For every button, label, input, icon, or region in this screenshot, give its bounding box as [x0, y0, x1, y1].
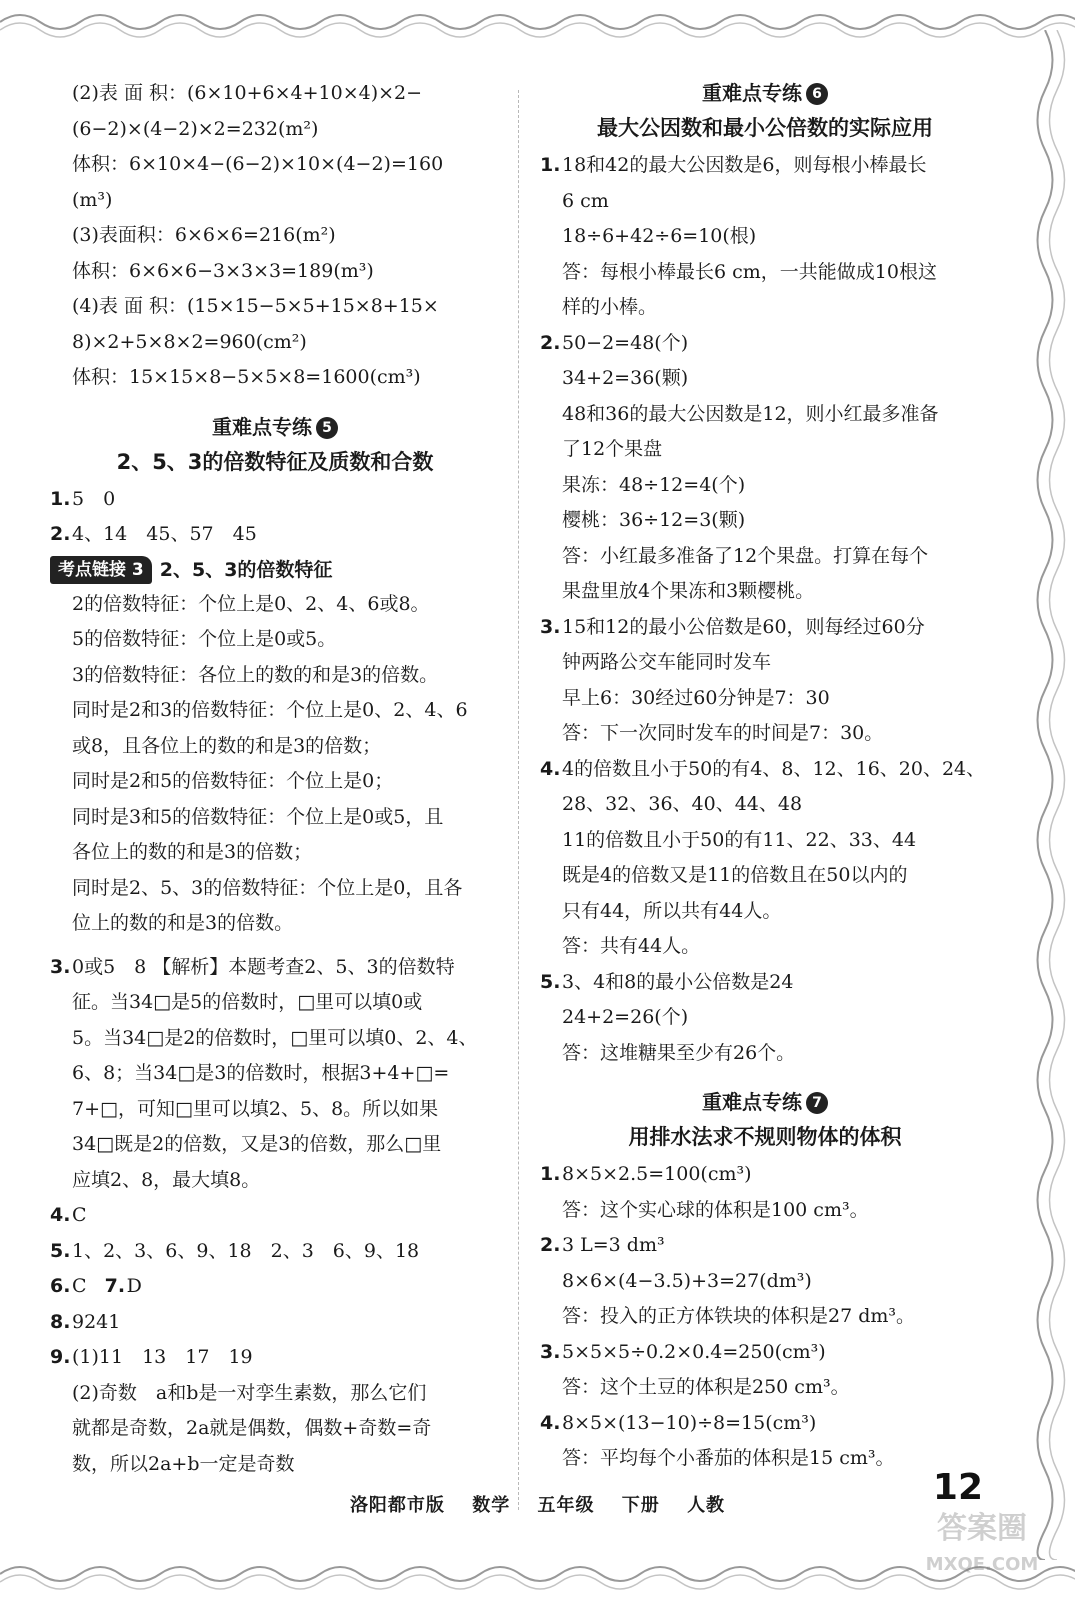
answer-line: 8)×2+5×8×2=960(cm²) — [72, 330, 307, 353]
text-line: 钟两路公交车能同时发车 — [562, 651, 772, 673]
text-line: 位上的数的和是3的倍数。 — [72, 912, 294, 934]
answer-item: 2.4、14 45、57 45 — [50, 523, 257, 545]
text-line: 2的倍数特征：个位上是0、2、4、6或8。 — [72, 592, 430, 615]
watermark-logo — [907, 1500, 1057, 1580]
answer-item: 4.4的倍数且小于50的有4、8、12、16、20、24、 — [540, 757, 986, 780]
text-line: 果盘里放4个果冻和3颗樱桃。 — [562, 580, 815, 602]
previous-answers — [50, 76, 500, 396]
section-7-subtitle: 用排水法求不规则物体的体积 — [628, 1125, 902, 1149]
text-line: 答：这个土豆的体积是250 cm³。 — [562, 1376, 850, 1398]
text-line: 樱桃：36÷12=3(颗) — [562, 509, 746, 531]
text-line: 24+2=26(个) — [562, 1006, 689, 1028]
text-line: 11的倍数且小于50的有11、22、33、44 — [562, 828, 917, 851]
text-line: 答：每根小棒最长6 cm，一共能做成10根这 — [562, 260, 937, 283]
text-line: 答：平均每个小番茄的体积是15 cm³。 — [562, 1447, 895, 1469]
text-line: 5。当34□是2的倍数时，□里可以填0、2、4、 — [72, 1026, 478, 1049]
knowledge-link-badge: 考点链接 3 — [50, 556, 152, 584]
text-line: 同时是2、5、3的倍数特征：个位上是0，且各 — [72, 876, 463, 899]
answer-item: 2.50−2=48(个) — [540, 331, 689, 354]
section-badge: 6 — [806, 83, 828, 105]
text-line: 18÷6+42÷6=10(根) — [562, 225, 757, 247]
footer-volume: 下册 — [621, 1495, 660, 1516]
footer-subject: 数学 — [472, 1495, 511, 1516]
footer-edition: 洛阳都市版 — [349, 1495, 445, 1516]
footer-grade: 五年级 — [537, 1495, 595, 1516]
text-line: 各位上的数的和是3的倍数； — [72, 841, 313, 863]
answer-line: (3)表面积：6×6×6=216(m²) — [72, 224, 336, 246]
section-badge: 5 — [316, 417, 338, 439]
text-line: 征。当34□是5的倍数时，□里可以填0或 — [72, 991, 423, 1013]
answer-line: (2)表 面 积：(6×10+6×4+10×4)×2− — [72, 82, 423, 104]
answer-item: 1.18和42的最大公因数是6，则每根小棒最长 — [540, 154, 927, 176]
text-line: 就都是奇数，2a就是偶数，偶数+奇数=奇 — [72, 1417, 432, 1439]
knowledge-link — [50, 553, 500, 587]
knowledge-link-body — [50, 587, 500, 942]
section-5-subtitle: 2、5、3的倍数特征及质数和合数 — [116, 449, 434, 474]
section-5-heading: 重难点专练 5 — [50, 410, 500, 444]
section-6-subtitle: 最大公因数和最小公倍数的实际应用 — [597, 116, 933, 140]
footer-publisher: 人教 — [687, 1495, 726, 1516]
decorative-top-border — [0, 0, 1075, 40]
answer-line: (6−2)×(4−2)×2=232(m²) — [72, 117, 319, 140]
answer-item: 3.0或5 8 【解析】本题考查2、5、3的倍数特 — [50, 955, 455, 978]
text-line: 早上6：30经过60分钟是7：30 — [562, 686, 830, 709]
answer-item: 8.9241 — [50, 1310, 121, 1333]
answer-item: 2.3 L=3 dm³ — [540, 1234, 665, 1256]
watermark-text-2: MXQE.COM — [925, 1554, 1039, 1575]
text-line: 答：这堆糖果至少有26个。 — [562, 1041, 796, 1064]
text-line: 答：共有44人。 — [562, 935, 701, 957]
answer-item: 3.15和12的最小公倍数是60，则每经过60分 — [540, 615, 925, 638]
answer-item: 1.8×5×2.5=100(cm³) — [540, 1163, 752, 1185]
text-line: 应填2、8，最大填8。 — [72, 1168, 261, 1191]
section-6-heading: 重难点专练 6 — [540, 76, 990, 110]
answer-line: 体积：6×10×4−(6−2)×10×(4−2)=160 — [72, 153, 444, 175]
text-line: 5的倍数特征：个位上是0或5。 — [72, 628, 337, 650]
text-line: 或8，且各位上的数的和是3的倍数； — [72, 734, 382, 757]
text-line: 只有44，所以共有44人。 — [562, 899, 782, 922]
knowledge-link-title: 2、5、3的倍数特征 — [159, 558, 333, 581]
answer-item: 5.1、2、3、6、9、18 2、3 6、9、18 — [50, 1239, 420, 1262]
text-line: 同时是3和5的倍数特征：个位上是0或5，且 — [72, 805, 444, 828]
text-line: 6、8；当34□是3的倍数时，根据3+4+□= — [72, 1062, 450, 1084]
decorative-right-border — [1005, 30, 1075, 1560]
section-7-heading: 重难点专练 7 — [540, 1085, 990, 1119]
answer-item: 5.3、4和8的最小公倍数是24 — [540, 970, 794, 993]
answer-item: 1.5 0 — [50, 487, 116, 510]
answer-line: 体积：15×15×8−5×5×8=1600(cm³) — [72, 366, 421, 388]
text-line: 答：投入的正方体铁块的体积是27 dm³。 — [562, 1305, 916, 1327]
section-badge: 7 — [806, 1092, 828, 1114]
text-line: 34+2=36(颗) — [562, 367, 689, 389]
text-line: 数，所以2a+b一定是奇数 — [72, 1452, 295, 1475]
text-line: (2)奇数 a和b是一对孪生素数，那么它们 — [72, 1381, 427, 1404]
text-line: 6 cm — [562, 189, 609, 212]
text-line: 48和36的最大公因数是12，则小红最多准备 — [562, 402, 939, 425]
right-column — [540, 76, 990, 1477]
text-line: 同时是2和5的倍数特征：个位上是0； — [72, 770, 394, 792]
answer-line: (4)表 面 积：(15×15−5×5+15×8+15× — [72, 295, 439, 317]
text-line: 7+□，可知□里可以填2、5、8。所以如果 — [72, 1097, 439, 1120]
left-column — [50, 76, 500, 1482]
column-divider — [518, 90, 519, 1510]
text-line: 答：这个实心球的体积是100 cm³。 — [562, 1198, 869, 1221]
answer-line: 体积：6×6×6−3×3×3=189(m³) — [72, 259, 374, 282]
text-line: 答：小红最多准备了12个果盘。打算在每个 — [562, 544, 929, 567]
text-line: 果冻：48÷12=4(个) — [562, 473, 746, 496]
text-line: 答：下一次同时发车的时间是7：30。 — [562, 722, 884, 744]
text-line: 同时是2和3的倍数特征：个位上是0、2、4、6 — [72, 699, 468, 721]
text-line: 28、32、36、40、44、48 — [562, 793, 803, 815]
answer-item: 3.5×5×5÷0.2×0.4=250(cm³) — [540, 1340, 826, 1363]
page-number: 12 — [932, 1467, 983, 1508]
answer-item: 9.(1)11 13 17 19 — [50, 1346, 253, 1368]
watermark-text-1: 答案圈 — [937, 1511, 1027, 1546]
text-line: 既是4的倍数又是11的倍数且在50以内的 — [562, 864, 908, 886]
text-line: 34□既是2的倍数，又是3的倍数，那么□里 — [72, 1133, 442, 1155]
text-line: 8×6×(4−3.5)+3=27(dm³) — [562, 1269, 812, 1292]
answer-item: 4.8×5×(13−10)÷8=15(cm³) — [540, 1411, 817, 1434]
text-line: 样的小棒。 — [562, 296, 658, 318]
answer-line: (m³) — [72, 188, 113, 211]
answer-item: 6.C 7.D — [50, 1275, 142, 1297]
text-line: 3的倍数特征：各位上的数的和是3的倍数。 — [72, 663, 439, 686]
answer-item: 4.C — [50, 1204, 87, 1226]
text-line: 了12个果盘 — [562, 438, 663, 460]
